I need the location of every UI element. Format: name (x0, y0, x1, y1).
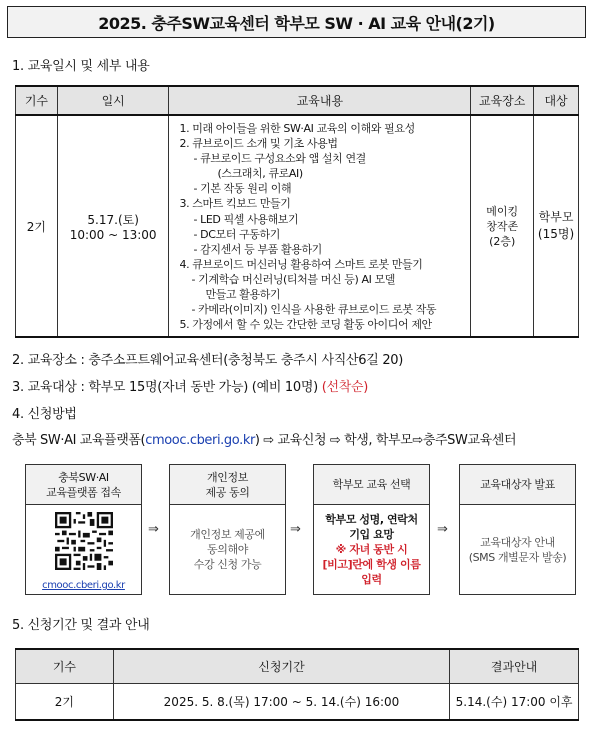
flow-arrow: ⇒ (437, 522, 448, 537)
target-text: 3. 교육대상 : 학부모 15명(자녀 동반 가능) (예비 10명) (12, 380, 318, 395)
content-line: - 기계학습 머신러닝(티처블 머신 등) AI 모델 (191, 272, 395, 286)
qr-code-icon[interactable] (55, 512, 113, 570)
step-platform-body (26, 505, 141, 594)
step-announce-header (460, 465, 575, 505)
section-4-heading: 4. 신청방법 (12, 407, 77, 422)
application-period-table (15, 648, 579, 721)
step-body-line: 동의해야 (207, 543, 248, 556)
place-cell (471, 115, 534, 337)
content-line: - 기본 작동 원리 이해 (193, 182, 292, 196)
step-body-line: (SMS 개별문자 발송) (468, 550, 567, 564)
term-cell: 2기 (16, 115, 58, 337)
page-title-box (7, 6, 586, 38)
step-select-body (314, 505, 429, 594)
place-line: (2층) (489, 234, 516, 248)
target-cell (534, 115, 579, 337)
content-line: - LED 픽셀 사용해보기 (193, 212, 299, 226)
header-term: 기수 (16, 649, 114, 683)
application-flow (12, 429, 516, 448)
step-note-line: ※ 자녀 동반 시 (335, 543, 408, 556)
step-header-line: 개인정보 (207, 470, 248, 484)
section-2-location: 2. 교육장소 : 충주소프트웨어교육센터(충청북도 충주시 사직산6길 20) (12, 353, 404, 368)
content-line: - 카메라(이미지) 인식을 사용한 큐브로이드 로봇 작동 (191, 303, 437, 317)
date-text: 5.17.(토) (87, 212, 139, 227)
schedule-table (15, 85, 579, 338)
period-row (16, 683, 579, 720)
step-announce-body (460, 505, 575, 594)
header-result: 결과안내 (450, 649, 579, 683)
header-period: 신청기간 (113, 649, 449, 683)
content-cell (169, 115, 471, 337)
content-line: 만들고 활용하기 (205, 288, 281, 302)
first-come-note: (선착순) (321, 380, 369, 395)
step-platform-header (26, 465, 141, 505)
platform-url-link[interactable]: cmooc.cberi.go.kr (42, 580, 125, 591)
step-body-line: 기입 요망 (349, 528, 394, 541)
step-consent-header (170, 465, 285, 505)
content-line: 5. 가정에서 할 수 있는 간단한 코딩 활동 아이디어 제안 (179, 318, 432, 332)
step-body-line: 수강 신청 가능 (193, 558, 262, 571)
target-line: (15명) (537, 227, 575, 242)
period-header-row (16, 649, 579, 683)
step-select-box (313, 464, 430, 595)
period-dates-cell: 2025. 5. 8.(목) 17:00 ~ 5. 14.(수) 16:00 (113, 683, 449, 720)
content-line: - DC모터 구동하기 (193, 227, 280, 241)
step-header-line: 학부모 교육 선택 (332, 478, 411, 491)
page-title: 2025. 충주SW교육센터 학부모 SW · AI 교육 안내(2기) (98, 13, 495, 33)
result-date-cell: 5.14.(수) 17:00 이후 (450, 683, 579, 720)
header-place: 교육장소 (471, 86, 534, 115)
section-3-target (12, 376, 368, 395)
place-line: 메이킹 (486, 204, 519, 218)
content-line: (스크래치, 큐로AI) (217, 167, 303, 181)
content-line: 1. 미래 아이들을 위한 SW·AI 교육의 이해와 필요성 (179, 122, 415, 135)
content-line: 2. 큐브로이드 소개 및 기초 사용법 (179, 137, 338, 151)
step-header-line: 제공 동의 (205, 485, 250, 499)
step-header-line: 충북SW·AI (58, 470, 109, 484)
header-target: 대상 (534, 86, 579, 115)
step-note-line: 입력 (361, 573, 382, 586)
header-date: 일시 (57, 86, 169, 115)
target-line: 학부모 (538, 210, 574, 225)
step-consent-box (169, 464, 286, 595)
flow-arrow: ⇒ (148, 522, 159, 537)
flow-arrow: ⇒ (290, 522, 301, 537)
step-select-header (314, 465, 429, 505)
period-term-cell: 2기 (16, 683, 114, 720)
step-announce-box (459, 464, 576, 595)
date-cell (57, 115, 169, 337)
schedule-header-row (16, 86, 579, 115)
content-line: 3. 스마트 킥보드 만들기 (179, 197, 291, 211)
step-body-line: 학부모 성명, 연락처 (325, 513, 418, 526)
flow-suffix: ) ⇨ 교육신청 ⇨ 학생, 학부모⇨충주SW교육센터 (254, 433, 517, 448)
step-body-line: 교육대상자 안내 (480, 535, 555, 549)
platform-link[interactable]: cmooc.cberi.go.kr (145, 433, 255, 448)
schedule-row (16, 115, 579, 337)
place-line: 창작존 (486, 219, 519, 233)
flow-prefix: 충북 SW·AI 교육플랫폼( (12, 433, 146, 448)
step-consent-body (170, 505, 285, 594)
header-content: 교육내용 (169, 86, 471, 115)
content-line: - 큐브로이드 구성요소와 앱 설치 연결 (193, 152, 366, 166)
step-header-line: 교육대상자 발표 (480, 478, 555, 491)
header-term: 기수 (16, 86, 58, 115)
content-line: 4. 큐브로이드 머신러닝 활용하여 스마트 로봇 만들기 (179, 257, 423, 271)
step-note-line: [비고]란에 학생 이름 (322, 558, 421, 571)
step-header-line: 교육플랫폼 접속 (46, 485, 121, 499)
section-5-heading: 5. 신청기간 및 결과 안내 (12, 618, 150, 633)
time-text: 10:00 ~ 13:00 (69, 227, 157, 242)
step-platform-box (25, 464, 142, 595)
section-1-heading: 1. 교육일시 및 세부 내용 (12, 59, 150, 74)
step-body-line: 개인정보 제공에 (190, 528, 265, 541)
content-line: - 감지센서 등 부품 활용하기 (193, 242, 322, 256)
